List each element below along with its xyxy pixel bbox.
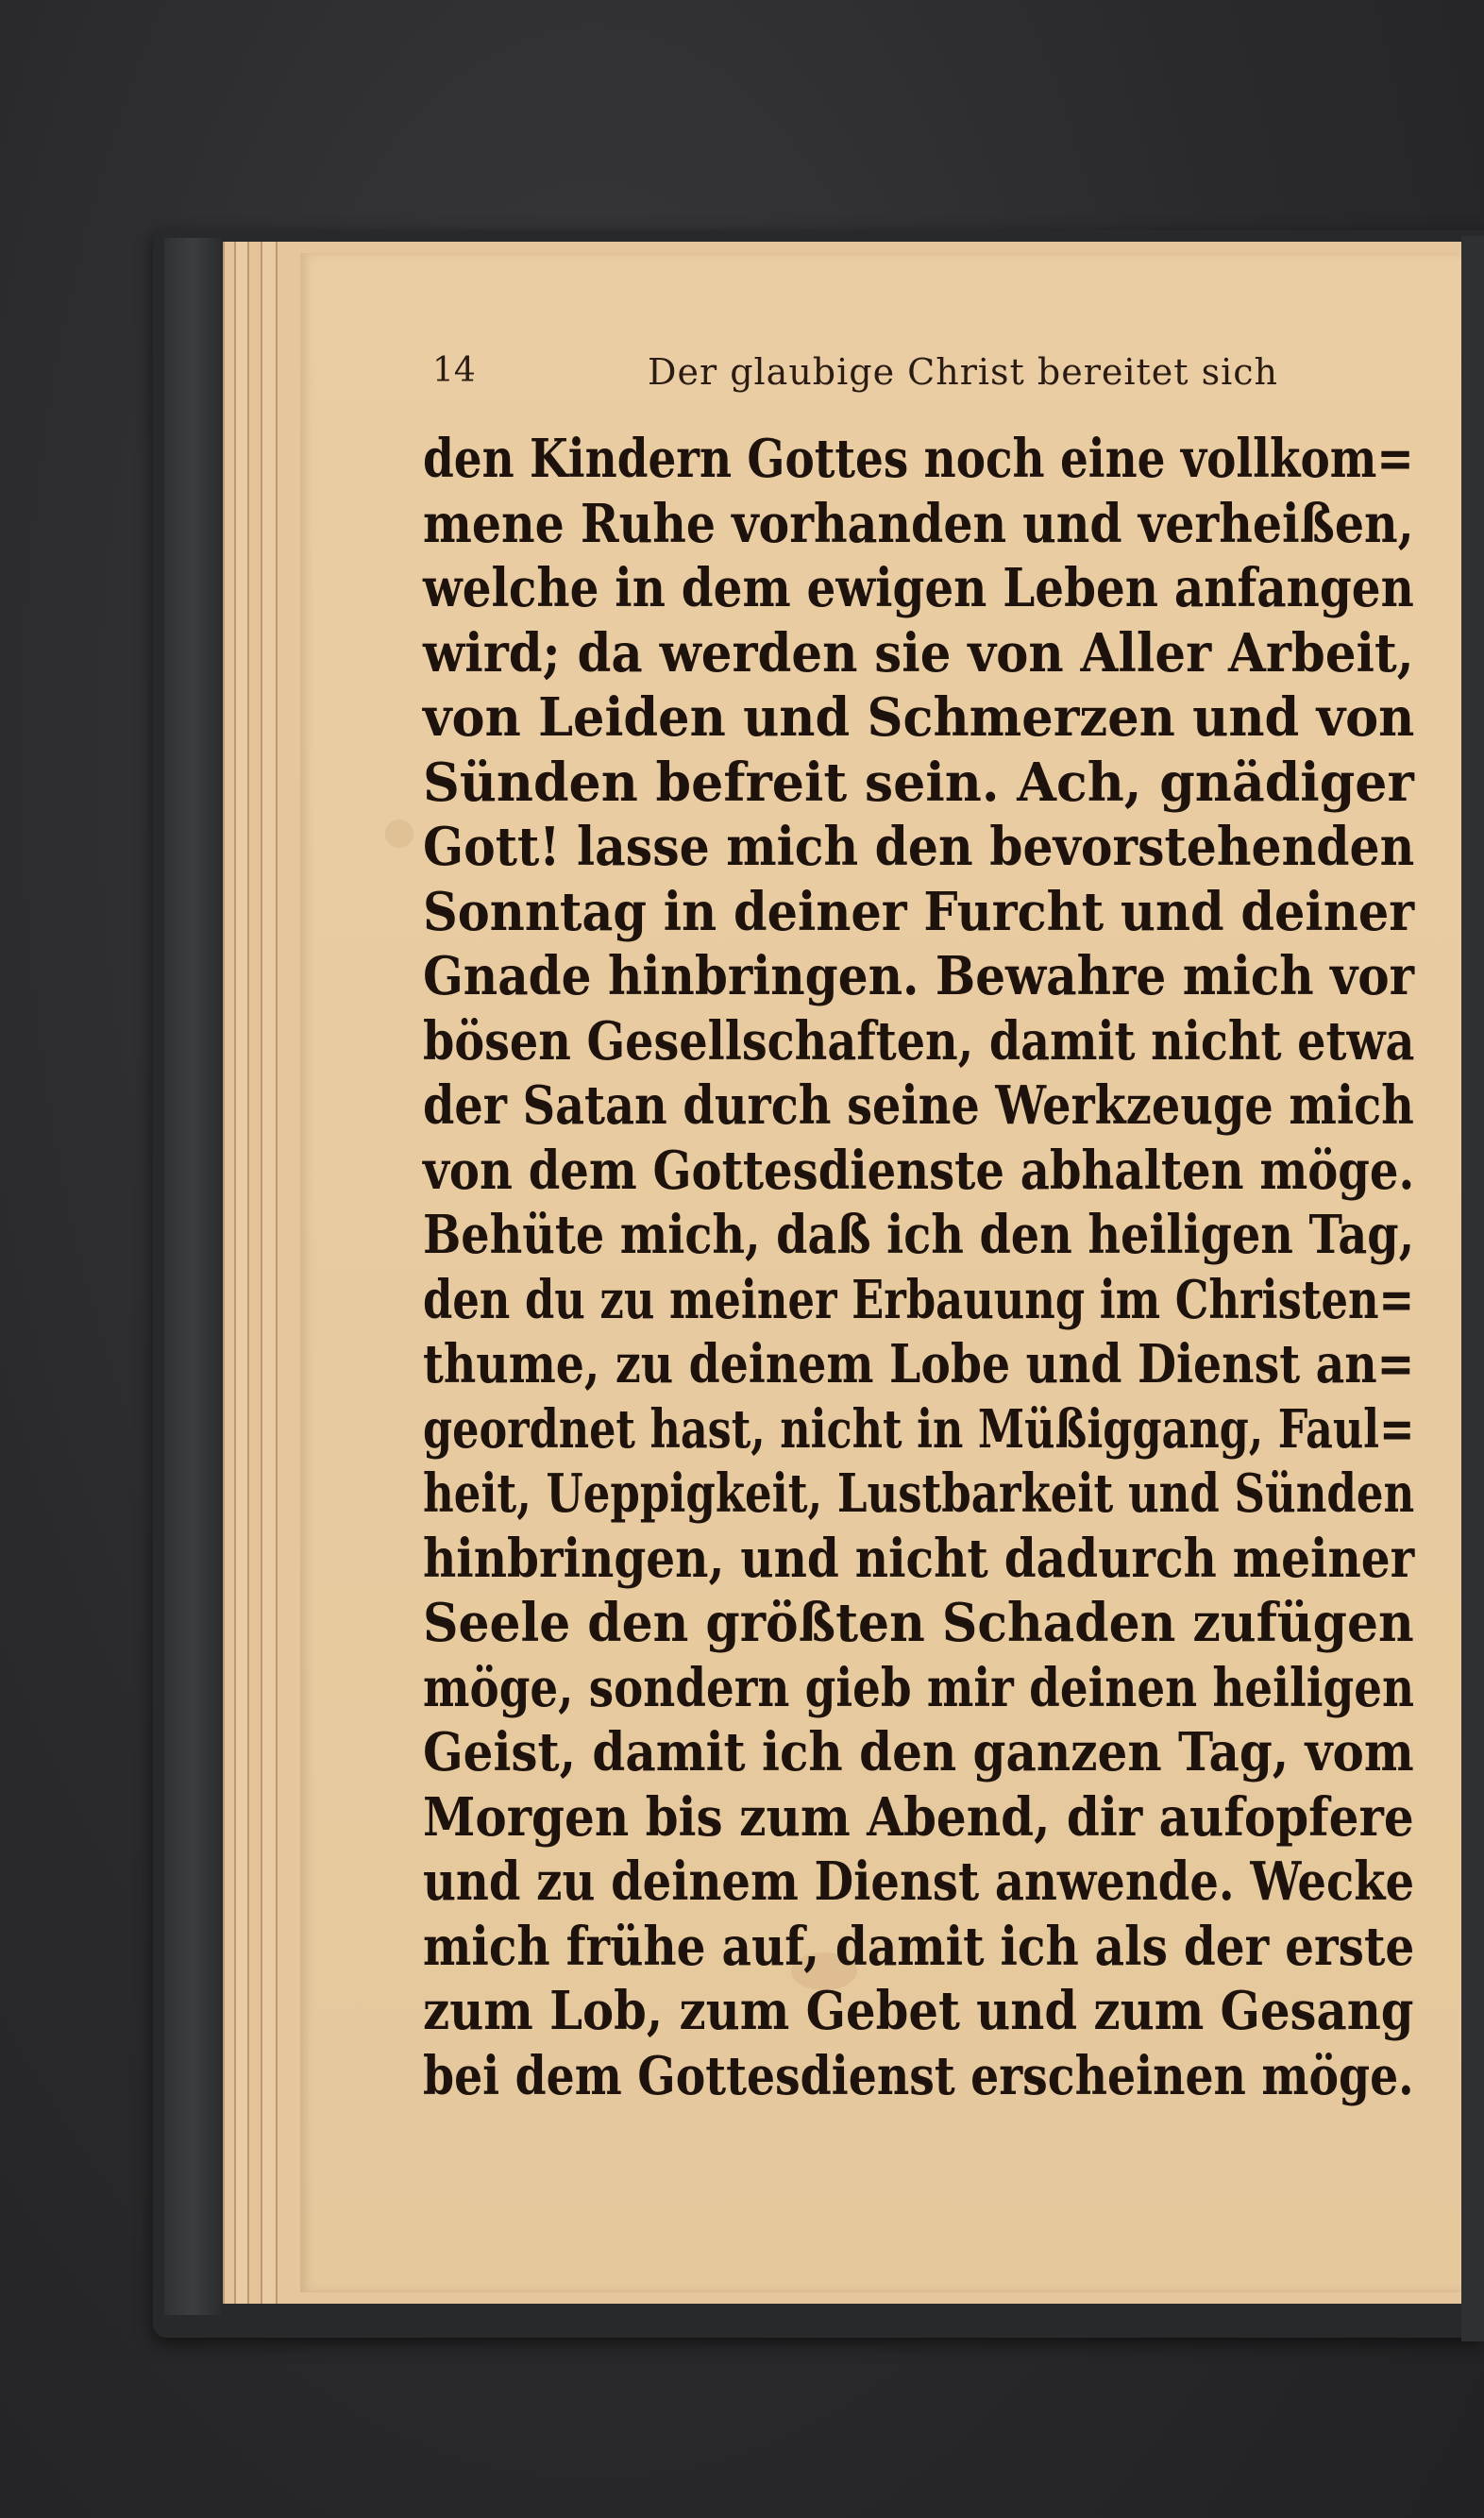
text-line: Morgen bis zum Abend, dir aufopfere	[423, 1785, 1414, 1849]
book-edge-right	[1461, 236, 1484, 2341]
text-line: bei dem Gottesdienst erscheinen möge.	[423, 2044, 1414, 2107]
text-line: den du zu meiner Erbauung im Christen=	[423, 1268, 1415, 1331]
text-line: Geist, damit ich den ganzen Tag, vom	[423, 1721, 1414, 1783]
text-line: Sünden befreit sein. Ach, gnädiger	[423, 751, 1414, 814]
text-line: Gott! lasse mich den bevorstehenden	[423, 816, 1415, 878]
text-line: thume, zu deinem Lobe und Dienst an=	[423, 1333, 1415, 1395]
text-line: von Leiden und Schmerzen und von	[423, 686, 1415, 749]
text-line: von dem Gottesdienste abhalten möge.	[423, 1139, 1415, 1202]
page-number: 14	[432, 351, 476, 390]
body-text	[423, 427, 1414, 2108]
text-line: Behüte mich, daß ich den heiligen Tag,	[423, 1204, 1415, 1266]
text-line: hinbringen, und nicht dadurch meiner	[423, 1527, 1415, 1590]
text-line: wird; da werden sie von Aller Arbeit,	[423, 621, 1414, 684]
text-line: bösen Gesellschaften, damit nicht etwa	[423, 1009, 1415, 1073]
page-header	[432, 351, 1414, 408]
text-line: Gnade hinbringen. Bewahre mich vor	[423, 945, 1415, 1007]
text-line: möge, sondern gieb mir deinen heiligen	[423, 1656, 1414, 1719]
text-line: den Kindern Gottes noch eine vollkom=	[423, 428, 1414, 490]
text-line: der Satan durch seine Werkzeuge mich	[423, 1074, 1414, 1137]
text-line: mich frühe auf, damit ich als der erste	[423, 1915, 1415, 1978]
text-line: zum Lob, zum Gebet und zum Gesang	[423, 1980, 1414, 2042]
text-line: welche in dem ewigen Leben anfangen	[423, 557, 1414, 619]
paper-stain	[385, 820, 413, 848]
text-line: Sonntag in deiner Furcht und deiner	[423, 880, 1415, 943]
cover-edge	[164, 238, 221, 2315]
text-line: geordnet hast, nicht in Müßiggang, Faul=	[423, 1397, 1415, 1461]
text-line: heit, Ueppigkeit, Lustbarkeit und Sünden	[423, 1462, 1415, 1525]
text-line: mene Ruhe vorhanden und verheißen,	[423, 492, 1414, 555]
text-line: Seele den größten Schaden zufügen	[423, 1592, 1414, 1654]
text-line: und zu deinem Dienst anwende. Wecke	[423, 1850, 1415, 1913]
running-title: Der glaubige Christ bereitet sich	[648, 351, 1279, 393]
